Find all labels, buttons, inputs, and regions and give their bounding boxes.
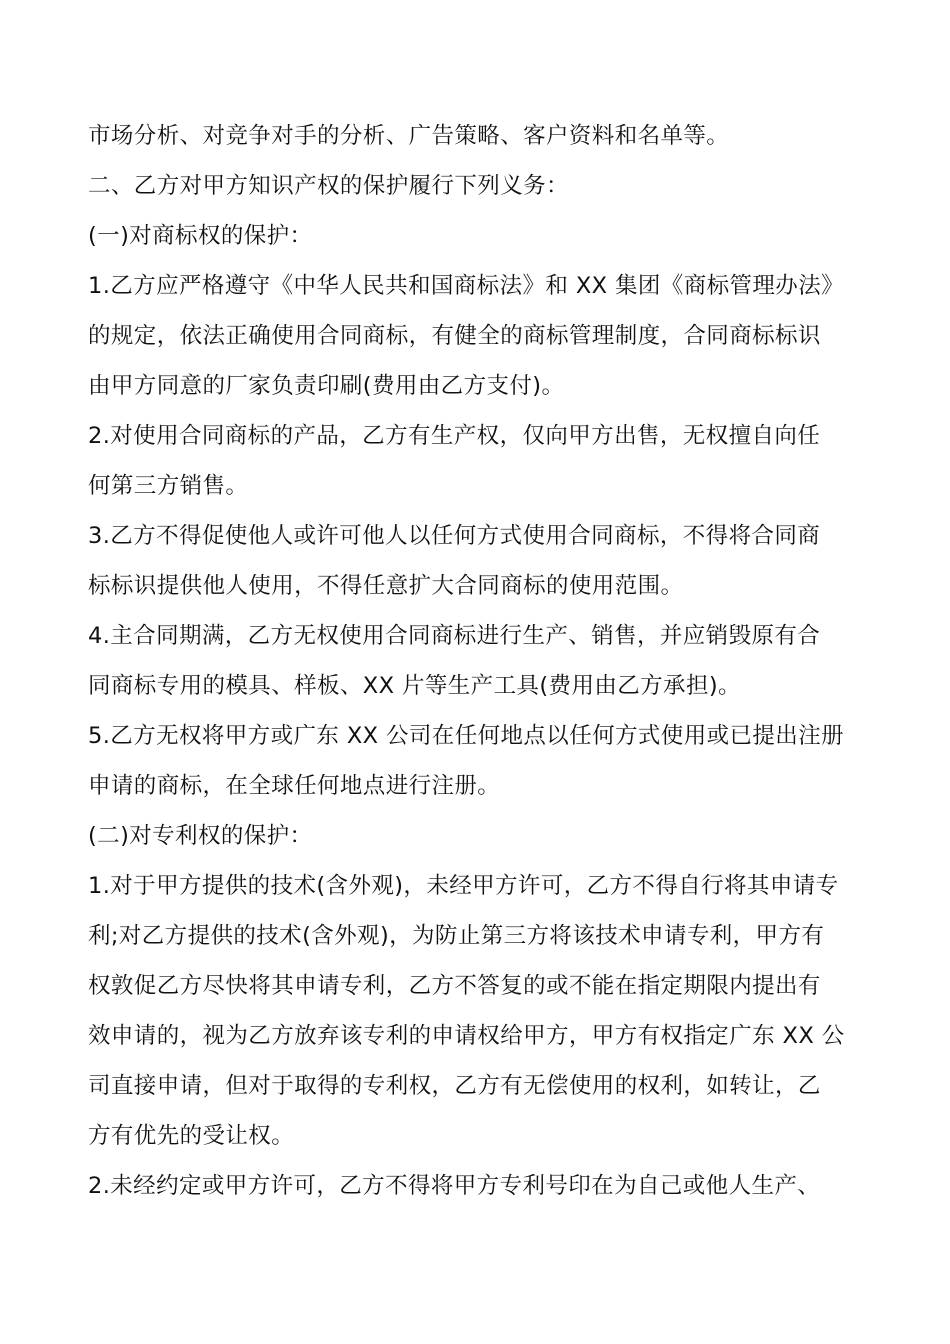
subsection-heading: (一)对商标权的保护： — [88, 223, 313, 249]
text-line: 的规定，依法正确使用合同商标，有健全的商标管理制度，合同商标标识 — [88, 323, 821, 349]
text-line: 利;对乙方提供的技术(含外观)，为防止第三方将该技术申请专利，甲方有 — [88, 923, 825, 949]
text-line: 效申请的，视为乙方放弃该专利的申请权给甲方，甲方有权指定广东 XX 公 — [88, 1023, 845, 1049]
text-line: 权敦促乙方尽快将其申请专利，乙方不答复的或不能在指定期限内提出有 — [88, 973, 821, 999]
text-line: 方有优先的受让权。 — [88, 1123, 295, 1149]
subsection-heading: (二)对专利权的保护： — [88, 823, 313, 849]
text-line: 标标识提供他人使用，不得任意扩大合同商标的使用范围。 — [88, 573, 684, 599]
text-line: 同商标专用的模具、样板、XX 片等生产工具(费用由乙方承担)。 — [88, 673, 741, 699]
text-line: 4.主合同期满，乙方无权使用合同商标进行生产、销售，并应销毁原有合 — [88, 623, 821, 649]
section-heading: 二、乙方对甲方知识产权的保护履行下列义务： — [88, 173, 569, 199]
text-line: 市场分析、对竞争对手的分析、广告策略、客户资料和名单等。 — [88, 123, 730, 149]
text-line: 1.乙方应严格遵守《中华人民共和国商标法》和 XX 集团《商标管理办法》 — [88, 273, 845, 299]
text-line: 司直接申请，但对于取得的专利权，乙方有无偿使用的权利，如转让，乙 — [88, 1073, 821, 1099]
text-line: 申请的商标，在全球任何地点进行注册。 — [88, 773, 501, 799]
text-line: 5.乙方无权将甲方或广东 XX 公司在任何地点以任何方式使用或已提出注册 — [88, 723, 845, 749]
text-line: 2.未经约定或甲方许可，乙方不得将甲方专利号印在为自己或他人生产、 — [88, 1173, 821, 1199]
text-line: 由甲方同意的厂家负责印刷(费用由乙方支付)。 — [88, 373, 565, 399]
text-line: 3.乙方不得促使他人或许可他人以任何方式使用合同商标，不得将合同商 — [88, 523, 821, 549]
text-line: 1.对于甲方提供的技术(含外观)，未经甲方许可，乙方不得自行将其申请专 — [88, 873, 839, 899]
text-line: 2.对使用合同商标的产品，乙方有生产权，仅向甲方出售，无权擅自向任 — [88, 423, 821, 449]
text-line: 何第三方销售。 — [88, 473, 249, 499]
